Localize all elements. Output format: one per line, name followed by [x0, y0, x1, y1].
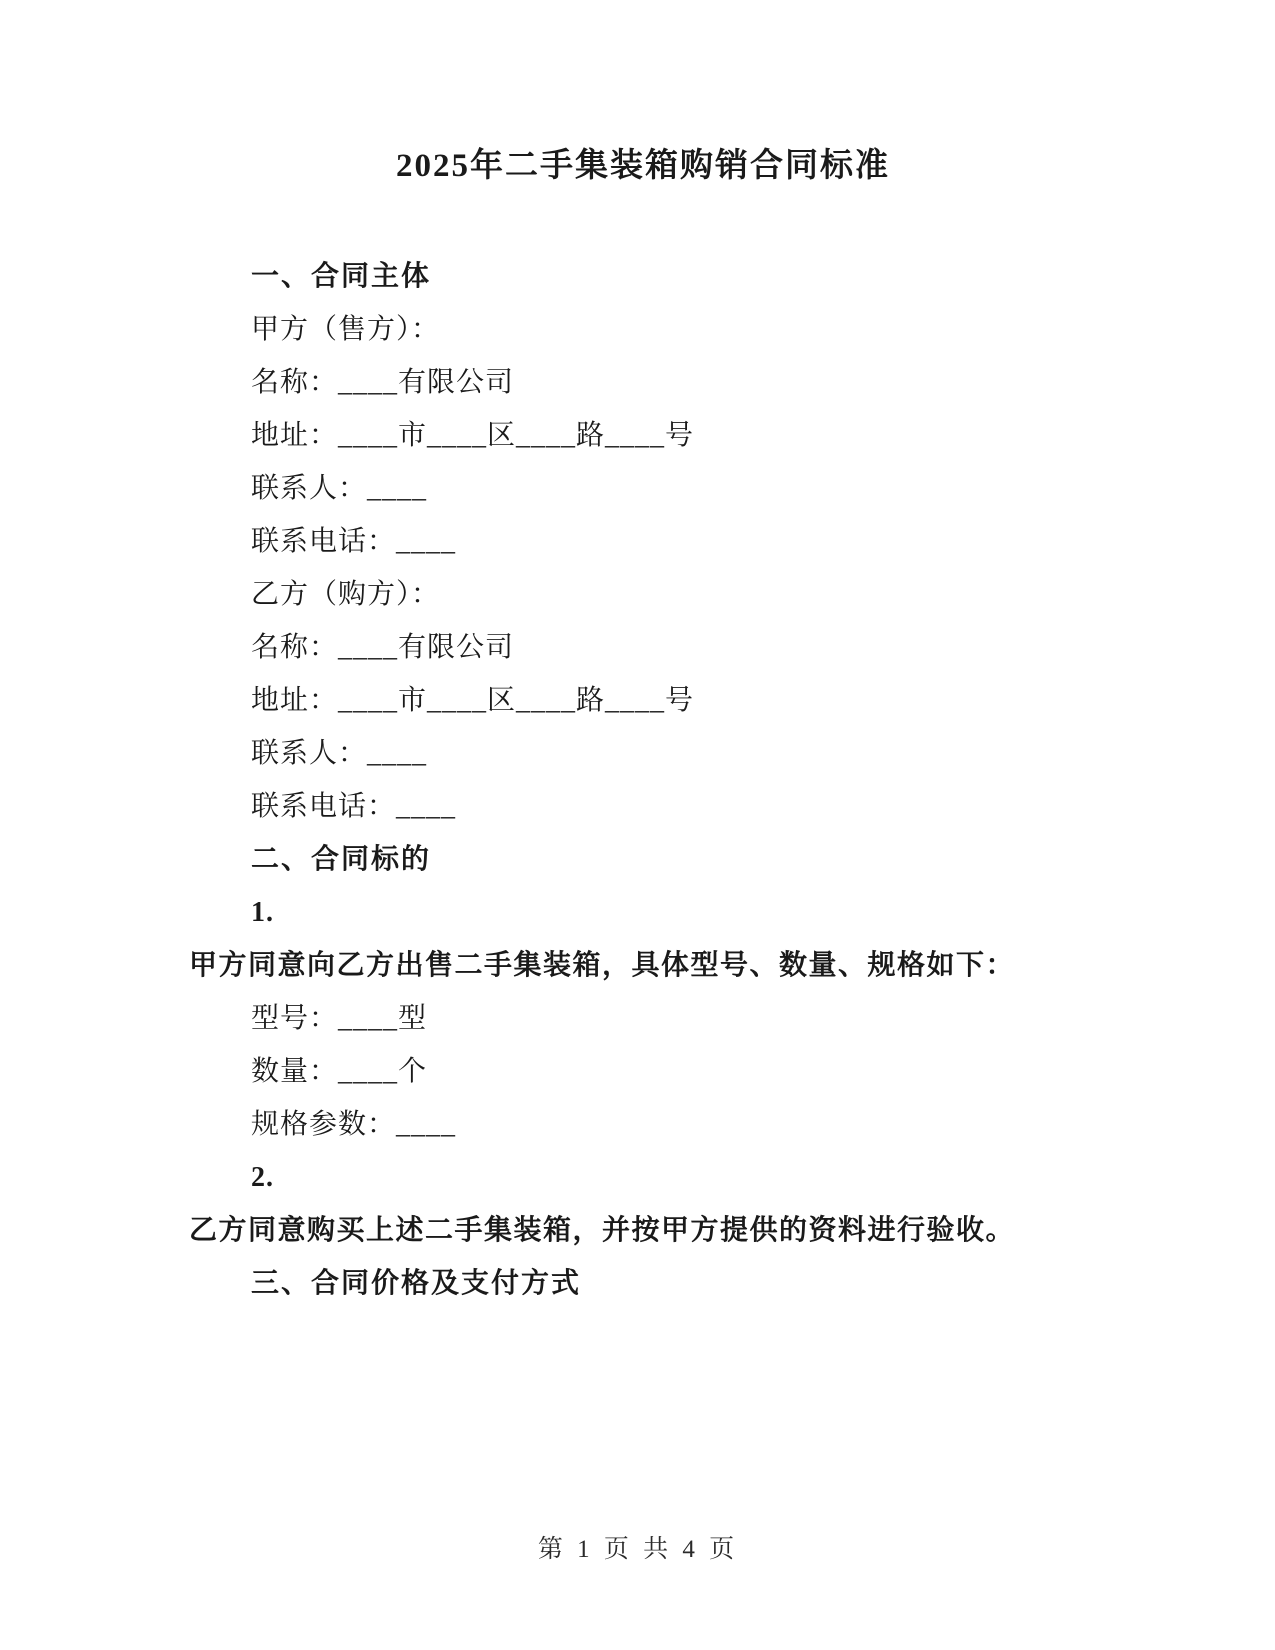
document-body	[189, 140, 1097, 1310]
party-b-address-field: 地址：____市____区____路____号	[251, 685, 695, 716]
party-a-address-field: 地址：____市____区____路____号	[251, 420, 695, 451]
section-heading-1: 一、合同主体	[251, 261, 432, 292]
clause-number-1: 1.	[251, 897, 274, 928]
party-a-contact-field: 联系人：____	[251, 473, 428, 504]
party-a-label: 甲方（售方）：	[251, 314, 441, 345]
clause-number-2: 2.	[251, 1162, 274, 1193]
quantity-field: 数量：____个	[251, 1056, 428, 1087]
document-title: 2025年二手集装箱购销合同标准	[396, 148, 890, 184]
page-footer: 第 1 页 共 4 页	[537, 1536, 738, 1563]
party-b-label: 乙方（购方）：	[251, 579, 441, 610]
party-a-name-field: 名称：____有限公司	[251, 367, 515, 398]
spec-field: 规格参数：____	[251, 1109, 457, 1140]
party-b-name-field: 名称：____有限公司	[251, 632, 515, 663]
section-heading-2: 二、合同标的	[251, 844, 432, 875]
clause-1-text: 甲方同意向乙方出售二手集装箱，具体型号、数量、规格如下：	[189, 950, 1016, 981]
model-field: 型号：____型	[251, 1003, 428, 1034]
clause-2-text: 乙方同意购买上述二手集装箱，并按甲方提供的资料进行验收。	[189, 1215, 1016, 1246]
party-b-contact-field: 联系人：____	[251, 738, 428, 769]
party-b-phone-field: 联系电话：____	[251, 791, 457, 822]
section-heading-3: 三、合同价格及支付方式	[251, 1268, 582, 1299]
party-a-phone-field: 联系电话：____	[251, 526, 457, 557]
